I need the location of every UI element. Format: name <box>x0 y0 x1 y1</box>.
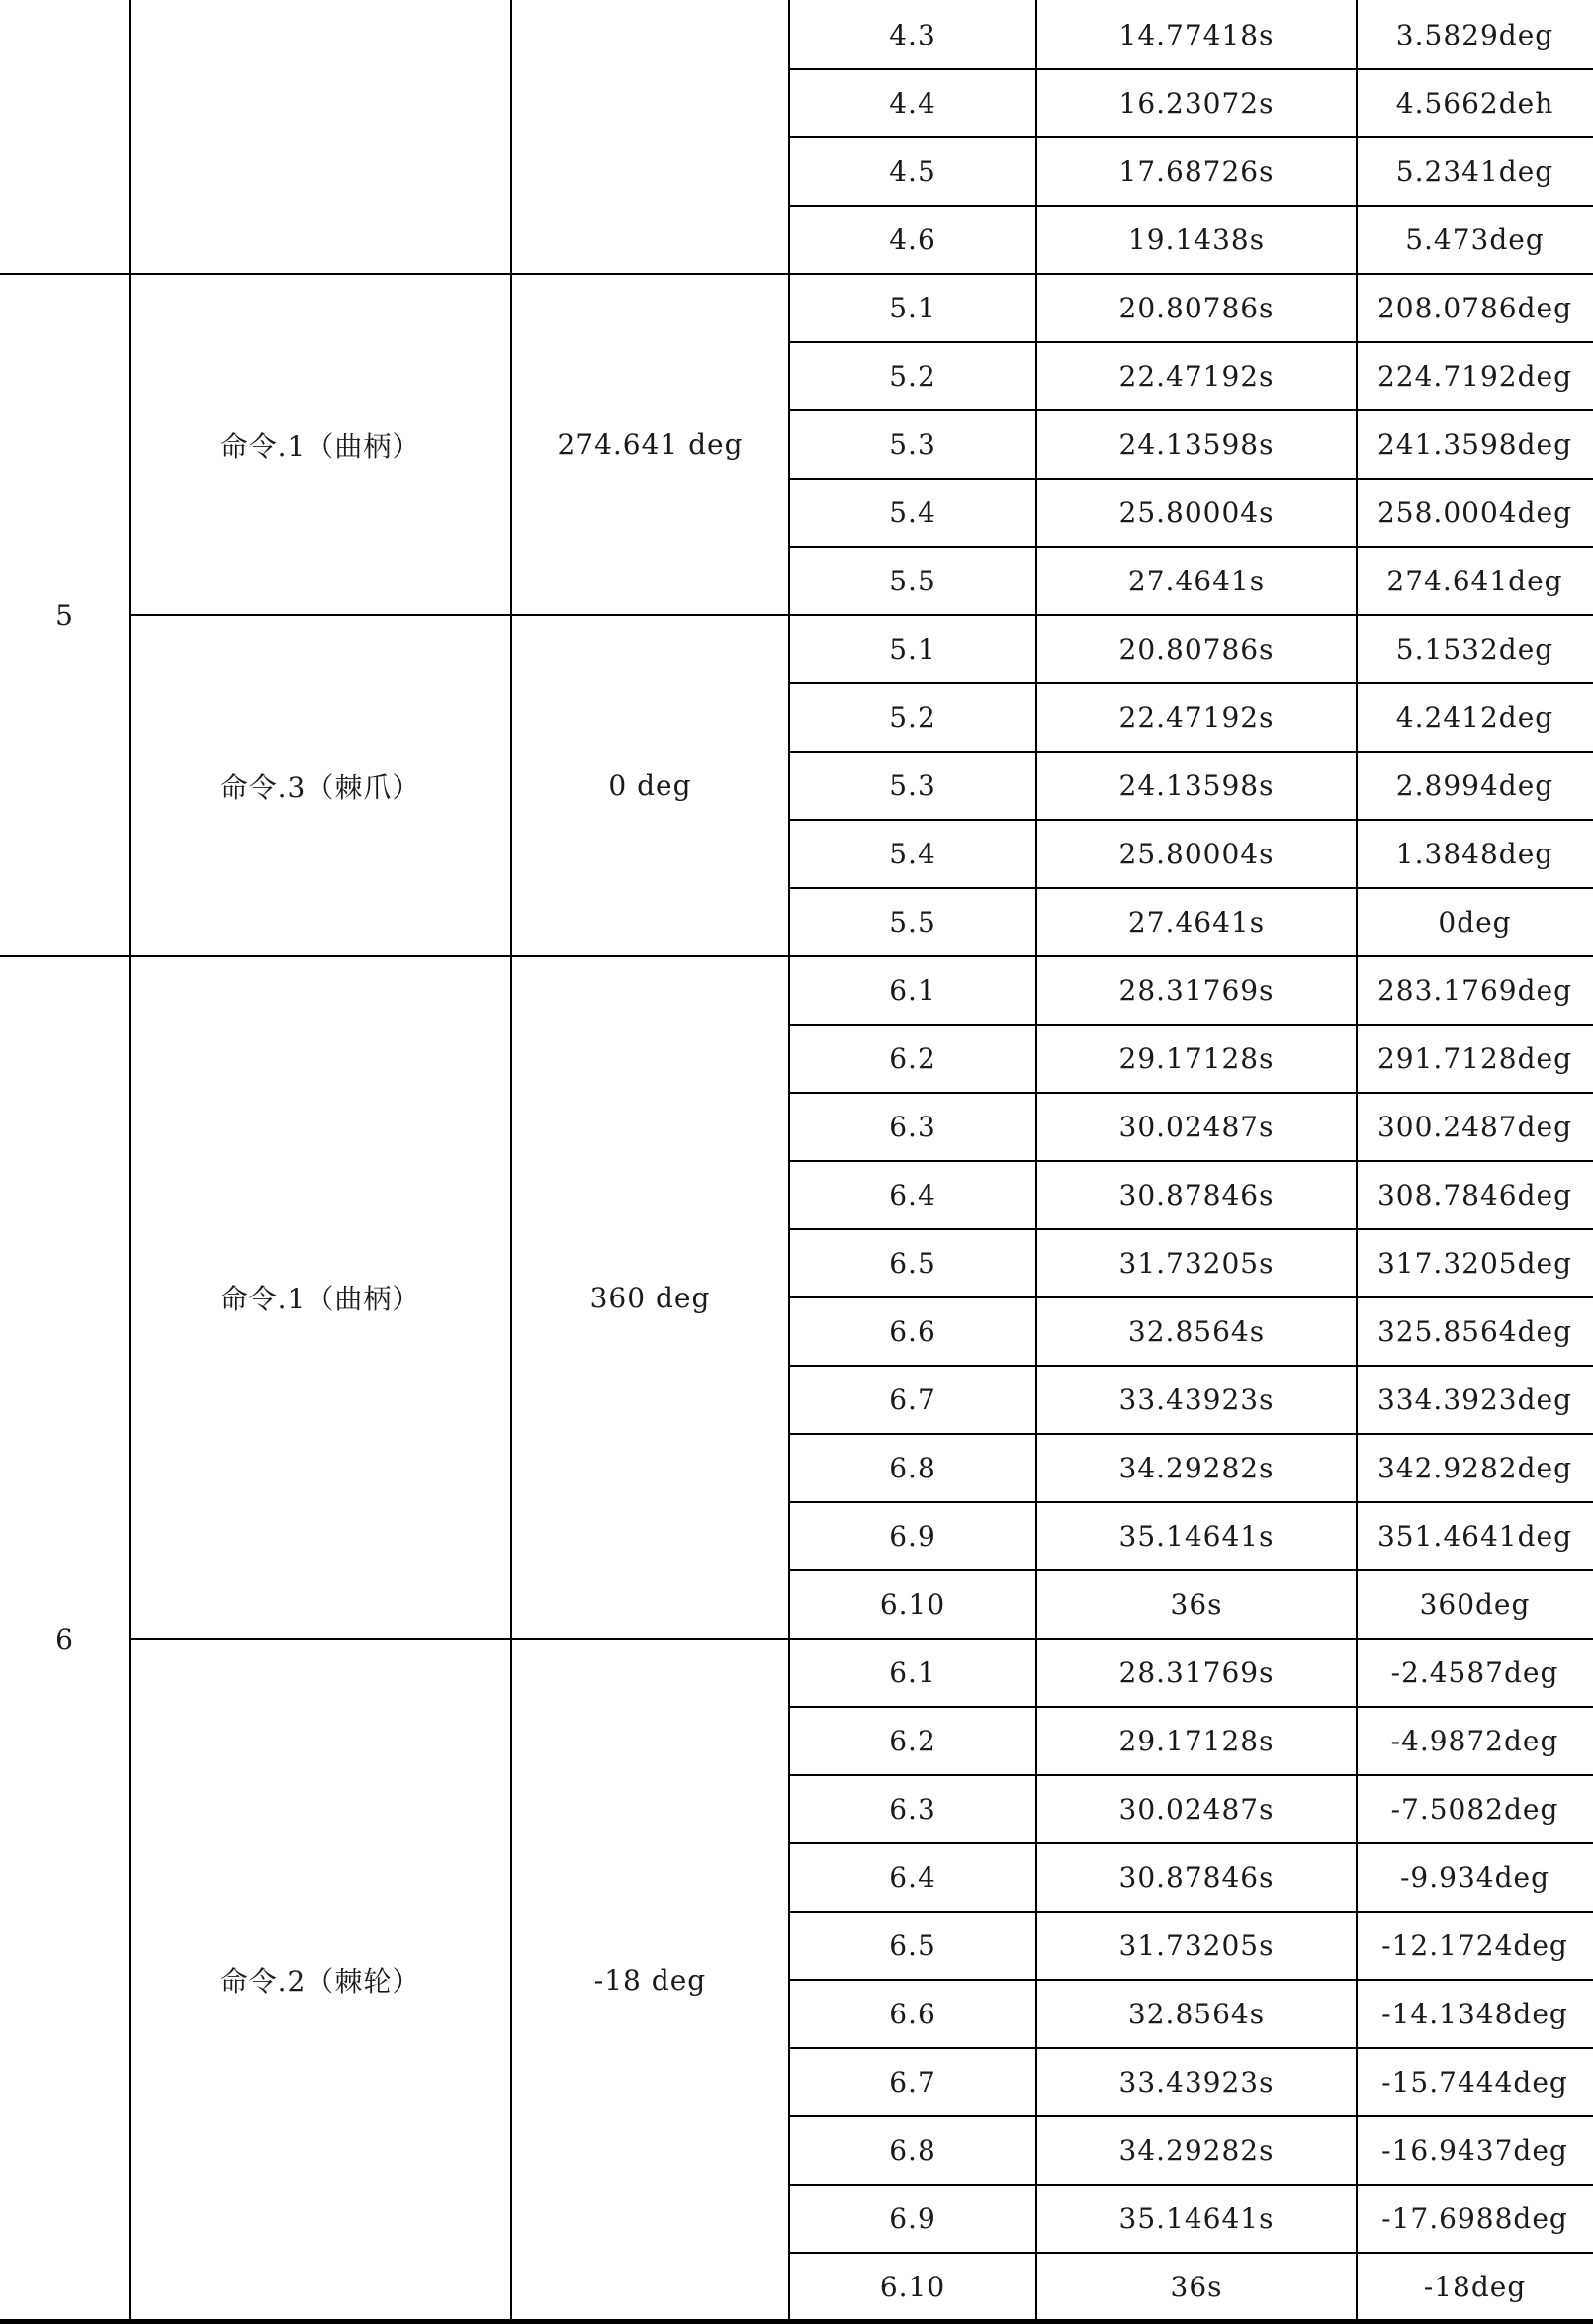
row-index-cell: 6.10 <box>879 1588 946 1621</box>
row-index-cell: 5.3 <box>889 769 936 802</box>
command-name-cell: 命令.1（曲柄） <box>220 1283 421 1315</box>
angle-cell: -18deg <box>1423 2271 1527 2303</box>
row-index-cell: 6.5 <box>889 1929 936 1962</box>
angle-cell: 308.7846deg <box>1376 1179 1573 1211</box>
row-index-cell: 5.4 <box>889 496 936 529</box>
command-target-cell: 0 deg <box>608 769 692 802</box>
time-cell: 34.29282s <box>1118 1452 1275 1484</box>
command-target-cell: 360 deg <box>589 1281 711 1314</box>
time-cell: 34.29282s <box>1118 2134 1275 2167</box>
time-cell: 24.13598s <box>1118 428 1275 461</box>
time-cell: 36s <box>1170 2271 1223 2303</box>
time-cell: 32.8564s <box>1127 1998 1266 2030</box>
time-cell: 29.17128s <box>1118 1725 1275 1757</box>
time-cell: 22.47192s <box>1118 360 1275 393</box>
command-name-cell: 命令.2（棘轮） <box>220 1965 421 1998</box>
time-cell: 28.31769s <box>1118 1656 1275 1689</box>
angle-cell: 291.7128deg <box>1376 1042 1573 1075</box>
time-cell: 31.73205s <box>1118 1247 1275 1280</box>
row-index-cell: 4.3 <box>889 19 936 51</box>
angle-cell: 3.5829deg <box>1395 19 1554 51</box>
angle-cell: 224.7192deg <box>1376 360 1573 393</box>
angle-cell: 4.5662deh <box>1395 87 1554 120</box>
angle-cell: -16.9437deg <box>1381 2134 1568 2167</box>
time-cell: 14.77418s <box>1118 19 1275 51</box>
time-cell: 25.80004s <box>1118 496 1275 529</box>
time-cell: 33.43923s <box>1118 1384 1275 1416</box>
row-index-cell: 5.1 <box>889 633 936 666</box>
row-index-cell: 5.3 <box>889 428 936 461</box>
row-index-cell: 6.3 <box>889 1111 936 1143</box>
time-cell: 30.87846s <box>1118 1861 1275 1894</box>
time-cell: 29.17128s <box>1118 1042 1275 1075</box>
time-cell: 16.23072s <box>1118 87 1275 120</box>
row-index-cell: 6.4 <box>889 1861 936 1894</box>
command-target-cell: -18 deg <box>593 1963 707 1997</box>
angle-cell: 0deg <box>1438 906 1512 939</box>
time-cell: 17.68726s <box>1118 155 1275 188</box>
row-index-cell: 6.8 <box>889 1452 936 1484</box>
row-index-cell: 6.6 <box>889 1998 936 2030</box>
command-target-cell: 274.641 deg <box>557 428 744 461</box>
row-index-cell: 6.7 <box>889 1384 936 1416</box>
angle-cell: 208.0786deg <box>1376 292 1573 324</box>
column-divider <box>1035 0 1037 2321</box>
time-cell: 27.4641s <box>1127 565 1266 597</box>
angle-cell: -14.1348deg <box>1381 1998 1568 2030</box>
angle-cell: -4.9872deg <box>1390 1725 1559 1757</box>
angle-cell: -7.5082deg <box>1390 1793 1559 1826</box>
time-cell: 20.80786s <box>1118 292 1275 324</box>
row-index-cell: 6.2 <box>889 1042 936 1075</box>
time-cell: 30.02487s <box>1118 1111 1275 1143</box>
row-index-cell: 6.9 <box>889 2202 936 2235</box>
row-index-cell: 6.9 <box>889 1520 936 1553</box>
time-cell: 20.80786s <box>1118 633 1275 666</box>
row-index-cell: 5.5 <box>889 565 936 597</box>
time-cell: 22.47192s <box>1118 701 1275 734</box>
angle-cell: 300.2487deg <box>1376 1111 1573 1143</box>
row-index-cell: 6.1 <box>889 1656 936 1689</box>
angle-cell: 4.2412deg <box>1395 701 1554 734</box>
command-name-cell: 命令.1（曲柄） <box>220 429 421 463</box>
angle-cell: 334.3923deg <box>1376 1384 1573 1416</box>
table-bottom-border <box>0 2319 1593 2324</box>
row-index-cell: 4.5 <box>889 155 936 188</box>
angle-cell: 317.3205deg <box>1376 1247 1573 1280</box>
step-number-cell: 6 <box>55 1622 74 1655</box>
time-cell: 25.80004s <box>1118 838 1275 870</box>
angle-cell: 5.2341deg <box>1395 155 1554 188</box>
row-index-cell: 5.1 <box>889 292 936 324</box>
time-cell: 27.4641s <box>1127 906 1266 939</box>
command-name-cell: 命令.3（棘爪） <box>220 770 421 804</box>
row-index-cell: 5.2 <box>889 701 936 734</box>
time-cell: 30.02487s <box>1118 1793 1275 1826</box>
row-index-cell: 4.6 <box>889 223 936 256</box>
row-index-cell: 5.2 <box>889 360 936 393</box>
angle-cell: 283.1769deg <box>1376 974 1573 1007</box>
time-cell: 31.73205s <box>1118 1929 1275 1962</box>
time-cell: 36s <box>1170 1588 1223 1621</box>
row-index-cell: 4.4 <box>889 87 936 120</box>
angle-cell: 360deg <box>1419 1588 1531 1621</box>
angle-cell: 241.3598deg <box>1376 428 1573 461</box>
column-divider <box>510 0 512 2321</box>
time-cell: 33.43923s <box>1118 2066 1275 2099</box>
column-divider <box>788 0 790 2321</box>
angle-cell: 325.8564deg <box>1376 1315 1573 1348</box>
row-index-cell: 6.5 <box>889 1247 936 1280</box>
angle-cell: -9.934deg <box>1399 1861 1550 1894</box>
column-divider <box>1356 0 1358 2321</box>
time-cell: 30.87846s <box>1118 1179 1275 1211</box>
row-index-cell: 6.4 <box>889 1179 936 1211</box>
row-index-cell: 6.1 <box>889 974 936 1007</box>
row-index-cell: 5.4 <box>889 838 936 870</box>
angle-cell: 274.641deg <box>1386 565 1563 597</box>
row-index-cell: 6.2 <box>889 1725 936 1757</box>
angle-cell: -15.7444deg <box>1381 2066 1568 2099</box>
row-index-cell: 6.10 <box>879 2271 946 2303</box>
angle-cell: -12.1724deg <box>1381 1929 1568 1962</box>
row-index-cell: 6.3 <box>889 1793 936 1826</box>
angle-cell: 258.0004deg <box>1376 496 1573 529</box>
angle-cell: -17.6988deg <box>1381 2202 1568 2235</box>
angle-cell: 2.8994deg <box>1395 769 1554 802</box>
step-number-cell: 5 <box>55 598 74 632</box>
row-index-cell: 6.7 <box>889 2066 936 2099</box>
row-index-cell: 6.8 <box>889 2134 936 2167</box>
row-index-cell: 5.5 <box>889 906 936 939</box>
time-cell: 28.31769s <box>1118 974 1275 1007</box>
angle-cell: -2.4587deg <box>1390 1656 1559 1689</box>
angle-cell: 5.473deg <box>1405 223 1545 256</box>
time-cell: 24.13598s <box>1118 769 1275 802</box>
angle-cell: 351.4641deg <box>1376 1520 1573 1553</box>
time-cell: 19.1438s <box>1127 223 1266 256</box>
row-index-cell: 6.6 <box>889 1315 936 1348</box>
time-cell: 32.8564s <box>1127 1315 1266 1348</box>
time-cell: 35.14641s <box>1118 1520 1275 1553</box>
column-divider <box>129 0 131 2321</box>
angle-cell: 1.3848deg <box>1395 838 1554 870</box>
time-cell: 35.14641s <box>1118 2202 1275 2235</box>
angle-cell: 5.1532deg <box>1395 633 1554 666</box>
angle-cell: 342.9282deg <box>1376 1452 1573 1484</box>
